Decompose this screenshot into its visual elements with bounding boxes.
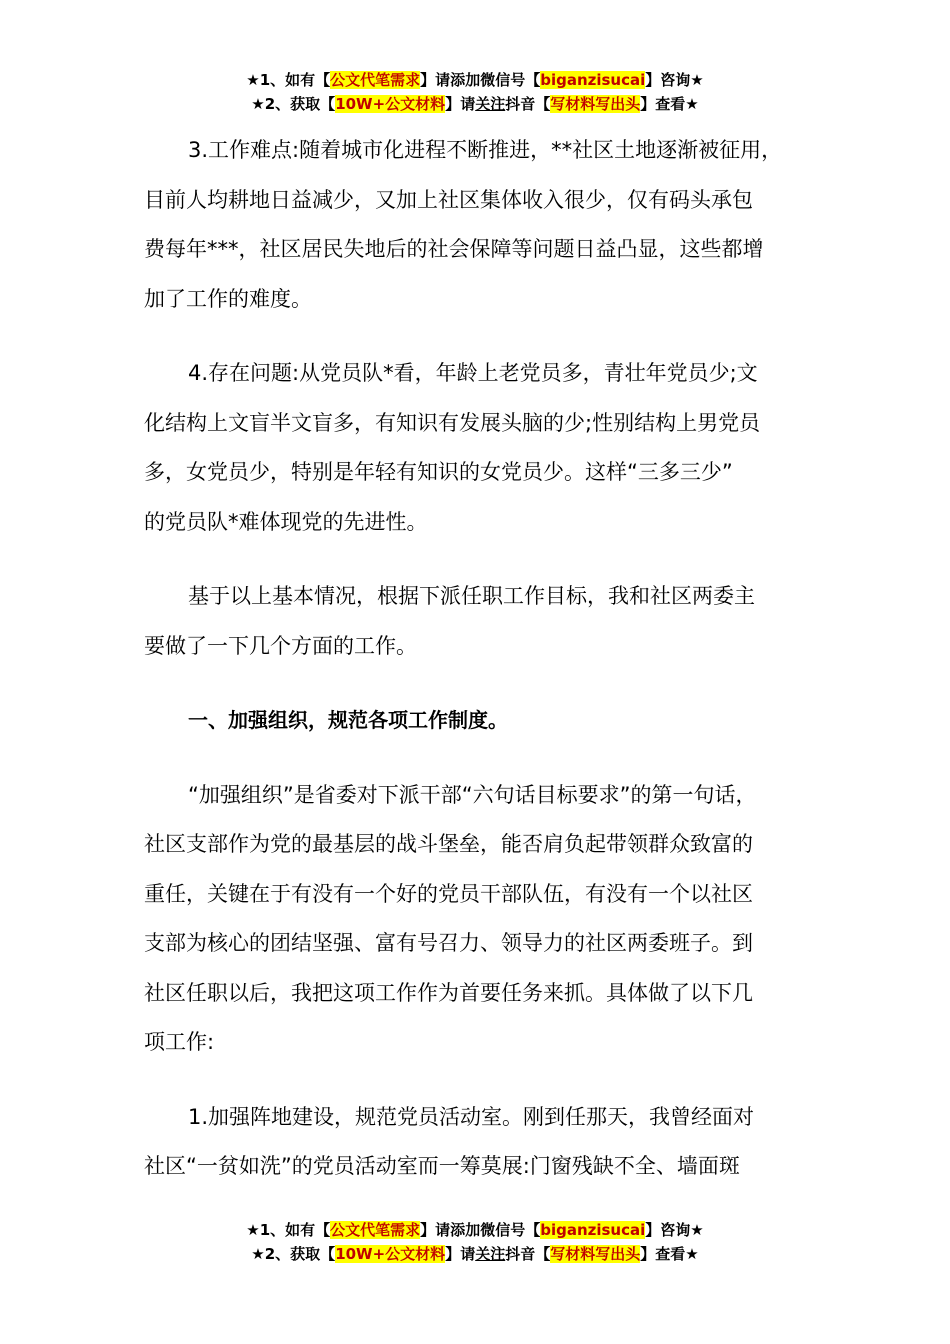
douyin-id: 写材料写出头: [550, 95, 641, 113]
text-line: “加强组织”是省委对下派干部“六句话目标要求”的第一句话，: [188, 782, 757, 807]
banner-text: ★2、获取【: [251, 1245, 336, 1263]
paragraph-difficulty: [144, 126, 834, 324]
banner-text: 】请: [445, 95, 476, 113]
text-line: 的党员队*难体现党的先进性。: [144, 509, 428, 534]
banner-line-2: [0, 92, 950, 116]
banner-text: 】请添: [420, 71, 466, 89]
banner-text: 微信号【: [480, 71, 541, 89]
wechat-id: biganzisucai: [540, 1221, 646, 1239]
banner-text: 】咨询★: [645, 71, 704, 89]
text-line: 社区支部作为党的最基层的战斗堡垒，能否肩负起带领群众致富的: [144, 832, 753, 856]
paragraph-problems: [144, 349, 834, 547]
banner-text: 】请添: [420, 1221, 466, 1239]
banner-text: 抖音【: [505, 95, 551, 113]
banner-text: 加: [465, 71, 481, 89]
text-line: 4.存在问题:从党员队*看，年龄上老党员多，青壮年党员少;文: [188, 361, 758, 385]
text-line: 加了工作的难度。: [144, 286, 312, 311]
banner-text: ★2、获取【: [251, 95, 336, 113]
highlight-text: 10W+公文材料: [335, 95, 446, 113]
text-line: 重任，关键在于有没有一个好的党员干部队伍，有没有一个以社区: [144, 881, 753, 906]
text-line: 3.工作难点:随着城市化进程不断推进，**社区土地逐渐被征用，: [188, 138, 783, 162]
banner-text: 微信号【: [480, 1221, 541, 1239]
document-body: [144, 126, 834, 1192]
banner-text: 】查看★: [640, 1245, 699, 1263]
highlight-text: 公文代笔需求: [330, 71, 421, 89]
text-line: 要做了一下几个方面的工作。: [144, 633, 417, 658]
text-line: 化结构上文盲半文盲多，有知识有发展头脑的少;性别结构上男党员: [144, 410, 761, 435]
banner-text: 关注: [475, 1245, 506, 1263]
text-line: 项工作:: [144, 1030, 215, 1054]
text-line: 目前人均耕地日益减少，又加上社区集体收入很少，仅有码头承包: [144, 187, 753, 212]
paragraph-summary: [144, 572, 834, 671]
banner-text: 】咨询★: [645, 1221, 704, 1239]
section-heading: 一、加强组织，规范各项工作制度。: [188, 708, 508, 732]
text-line: 基于以上基本情况，根据下派任职工作目标，我和社区两委主: [188, 584, 755, 608]
header-banner: [0, 68, 950, 116]
paragraph-activity-room: [144, 1093, 834, 1192]
banner-text: ★1、如有【: [246, 1221, 331, 1239]
banner-line-1: [0, 1218, 950, 1242]
footer-banner: [0, 1218, 950, 1266]
banner-line-2: [0, 1242, 950, 1266]
text-line: 支部为核心的团结坚强、富有号召力、领导力的社区两委班子。到: [144, 931, 753, 955]
douyin-id: 写材料写出头: [550, 1245, 641, 1263]
banner-text: ★1、如有【: [246, 71, 331, 89]
highlight-text: 10W+公文材料: [335, 1245, 446, 1263]
banner-text: 】查看★: [640, 95, 699, 113]
highlight-text: 公文代笔需求: [330, 1221, 421, 1239]
banner-text: 加: [465, 1221, 481, 1239]
banner-text: 抖音【: [505, 1245, 551, 1263]
banner-line-1: [0, 68, 950, 92]
text-line: 多，女党员少，特别是年轻有知识的女党员少。这样“三多三少”: [144, 460, 733, 484]
text-line: 社区任职以后，我把这项工作作为首要任务来抓。具体做了以下几: [144, 980, 753, 1005]
banner-text: 关注: [475, 95, 506, 113]
paragraph-organization: [144, 771, 834, 1068]
text-line: 社区“一贫如洗”的党员活动室而一筹莫展:门窗残缺不全、墙面斑: [144, 1154, 740, 1178]
text-line: 1.加强阵地建设，规范党员活动室。刚到任那天，我曾经面对: [188, 1104, 755, 1129]
wechat-id: biganzisucai: [540, 71, 646, 89]
text-line: 费每年***，社区居民失地后的社会保障等问题日益凸显，这些都增: [144, 237, 764, 261]
banner-text: 】请: [445, 1245, 476, 1263]
